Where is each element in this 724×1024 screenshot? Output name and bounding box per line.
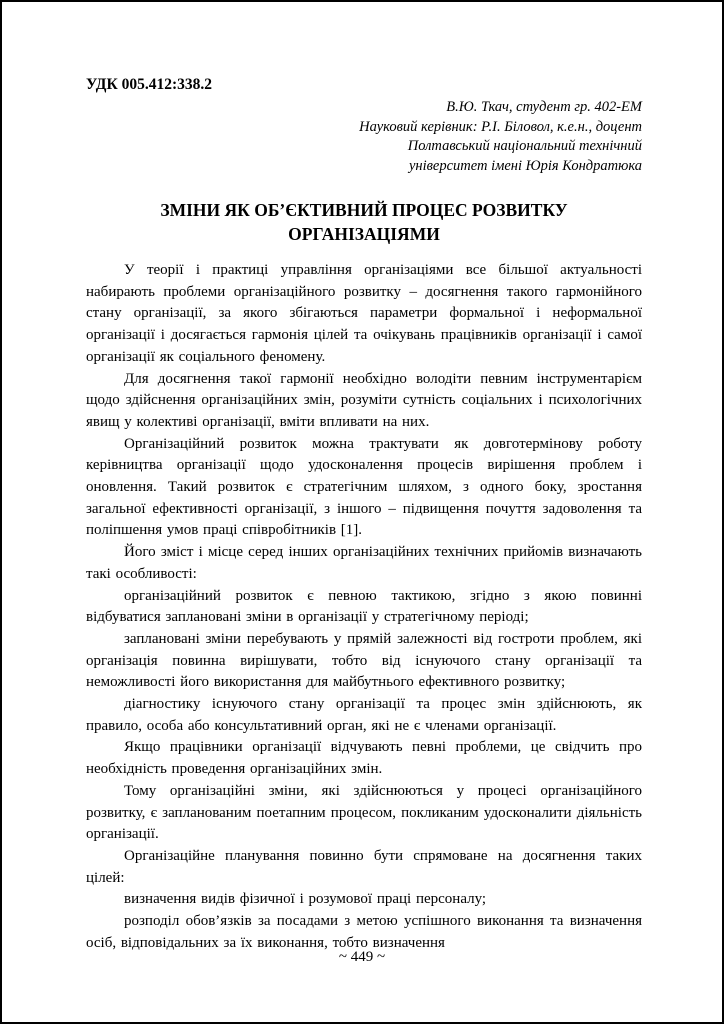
paragraph: розподіл обов’язків за посадами з метою успішного виконання та визначення осіб, відповідальних за їх виконання, тобто визначення bbox=[86, 913, 642, 951]
paragraph: Тому організаційні зміни, які здійснюються у процесі організаційного розвитку, є запланованим поетапним процесом, покликаним удосконалити діяльність організації. bbox=[86, 782, 642, 843]
paragraph: організаційний розвиток є певною тактикою, згідно з якою повинні відбуватися заплановані зміни в організації у стратегічному періоді; bbox=[86, 587, 642, 626]
author-line: Полтавський національний технічний bbox=[407, 138, 642, 154]
udc-code: УДК 005.412:338.2 bbox=[86, 76, 212, 93]
paragraph: заплановані зміни перебувають у прямій залежності від гостроти проблем, які організація повинна вирішувати, тобто від існуючого стану організації та неможливості його використання для майбутнього ефективного розвитку; bbox=[86, 630, 642, 691]
paragraph: визначення видів фізичної і розумової праці персоналу; bbox=[124, 891, 487, 908]
paragraph: діагностику існуючого стану організації та процес змін здійснюють, як правило, особа або консультативний орган, які не є членами організації. bbox=[86, 696, 642, 734]
paragraph: У теорії і практиці управління організаціями все більшої актуальності набирають проблеми організаційного розвитку – досягнення такого гармонійного стану організації, за якого збігаються параметри формальної і неформальної організації і досягається гармонія цілей та очікувань працівників організації і самої організації як соціального феномену. bbox=[86, 262, 642, 365]
author-line: В.Ю. Ткач, студент гр. 402-ЕМ bbox=[446, 99, 642, 115]
page-number: ~ 449 ~ bbox=[338, 949, 386, 965]
author-block bbox=[86, 98, 642, 176]
paragraph: Для досягнення такої гармонії необхідно володіти певним інструментарієм щодо здійснення організаційних змін, розуміти сутність соціальних і психологічних явищ у колективі організації, вміти впливати на них. bbox=[86, 370, 642, 430]
paragraph: Якщо працівники організації відчувають певні проблеми, це свідчить про необхідність проведення організаційних змін. bbox=[86, 739, 642, 778]
paper-title: ЗМІНИ ЯК ОБ’ЄКТИВНИЙ ПРОЦЕС РОЗВИТКУ ОРГАНІЗАЦІЯМИ bbox=[160, 200, 568, 244]
paper-body bbox=[86, 260, 642, 955]
paragraph: Його зміст і місце серед інших організаційних технічних прийомів визначають такі особливості: bbox=[86, 544, 642, 582]
paragraph: Організаційне планування повинно бути спрямоване на досягнення таких цілей: bbox=[86, 847, 642, 886]
paragraph: Організаційний розвиток можна трактувати як довготермінову роботу керівництва організації щодо удосконалення процесів вирішення проблем і оновлення. Такий розвиток є стратегічним шляхом, з одного боку, зростання загальної ефективності організації, з іншого – підвищення почуття задоволення та поліпшення умов праці співробітників [1]. bbox=[86, 435, 642, 539]
author-line: Науковий керівник: Р.І. Біловол, к.е.н., доцент bbox=[359, 118, 642, 135]
author-line: університет імені Юрія Кондратюка bbox=[408, 157, 642, 174]
